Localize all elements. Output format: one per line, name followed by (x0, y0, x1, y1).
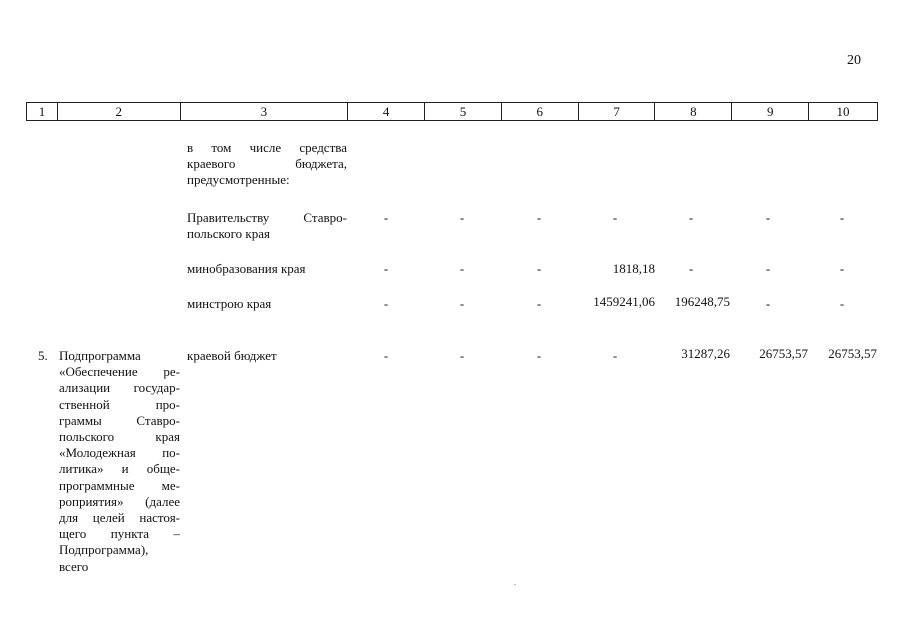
subprogram-name-line: польского края (59, 429, 180, 445)
intro-line-1: в том числе средства (187, 140, 347, 155)
minstroy-col4: - (383, 296, 389, 311)
scan-speck (514, 584, 516, 585)
header-col-10: 10 (808, 103, 877, 120)
gov-col8: - (688, 210, 694, 225)
gov-label-line-2: польского края (187, 226, 270, 241)
minobr-col9: - (765, 261, 771, 276)
minobr-col10: - (839, 261, 845, 276)
subprogram-name-line: всего (59, 558, 89, 574)
header-col-9: 9 (731, 103, 808, 120)
gov-col4: - (383, 210, 389, 225)
minobr-col4: - (383, 261, 389, 276)
header-col-2: 2 (57, 103, 180, 120)
subprogram-name-line: Подпрограмма (59, 348, 141, 363)
minobr-label: минобразования края (187, 261, 306, 276)
subprogram-col5: - (459, 348, 465, 363)
row-number: 5. (38, 348, 48, 363)
gov-label-line-1 (187, 210, 347, 226)
gov-col9: - (765, 210, 771, 225)
intro-line-2a: краевого (187, 156, 236, 171)
gov-label-line-1b: Ставро- (303, 210, 347, 225)
minstroy-col5: - (459, 296, 465, 311)
subprogram-name-line: ализации государ- (59, 380, 180, 396)
subprogram-source: краевой бюджет (187, 348, 277, 363)
subprogram-name-line: ственной про- (59, 396, 180, 412)
intro-text (187, 140, 347, 188)
subprogram-name-line: Подпрограмма), (59, 542, 149, 558)
subprogram-col10: 26753,57 (828, 346, 877, 361)
header-col-5: 5 (424, 103, 501, 120)
minstroy-col7: 1459241,06 (593, 294, 655, 309)
subprogram-col7: - (612, 348, 618, 363)
minobr-col6: - (536, 261, 542, 276)
subprogram-name-line: «Молодежная по- (59, 445, 180, 461)
minobr-col7: 1818,18 (612, 261, 655, 276)
subprogram-name-line: «Обеспечение ре- (59, 364, 180, 380)
minstroy-col6: - (536, 296, 542, 311)
header-col-3: 3 (180, 103, 348, 120)
header-col-8: 8 (654, 103, 731, 120)
header-col-1: 1 (38, 104, 46, 119)
header-col-7: 7 (578, 103, 655, 120)
minstroy-label: минстрою края (187, 296, 272, 311)
gov-col5: - (459, 210, 465, 225)
minobr-col5: - (459, 261, 465, 276)
gov-label-line-1a: Правительству (187, 210, 270, 225)
minobr-col8: - (688, 261, 694, 276)
subprogram-col6: - (536, 348, 542, 363)
subprogram-name-line: для целей настоя- (59, 510, 180, 526)
minstroy-col10: - (839, 296, 845, 311)
subprogram-name (59, 348, 180, 575)
gov-col6: - (536, 210, 542, 225)
intro-line-2 (187, 156, 347, 172)
intro-line-3: предусмотренные: (187, 172, 290, 187)
subprogram-name-line: литика» и обще- (59, 461, 180, 477)
subprogram-name-line: щего пункта – (59, 526, 180, 542)
subprogram-col8: 31287,26 (681, 346, 730, 361)
gov-col7: - (612, 210, 618, 225)
minstroy-col9: - (765, 296, 771, 311)
subprogram-col9: 26753,57 (759, 346, 808, 361)
subprogram-col4: - (383, 348, 389, 363)
header-col-6: 6 (501, 103, 578, 120)
page-number: 20 (847, 53, 861, 68)
header-col-4: 4 (347, 103, 424, 120)
gov-col10: - (839, 210, 845, 225)
intro-line-2b: бюджета, (295, 156, 347, 171)
subprogram-name-line: программные ме- (59, 477, 180, 493)
table-header-row (26, 102, 878, 121)
subprogram-name-line: граммы Ставро- (59, 412, 180, 428)
minstroy-col8: 196248,75 (674, 294, 730, 309)
subprogram-name-line: роприятия» (далее (59, 493, 180, 509)
gov-label (187, 210, 347, 242)
